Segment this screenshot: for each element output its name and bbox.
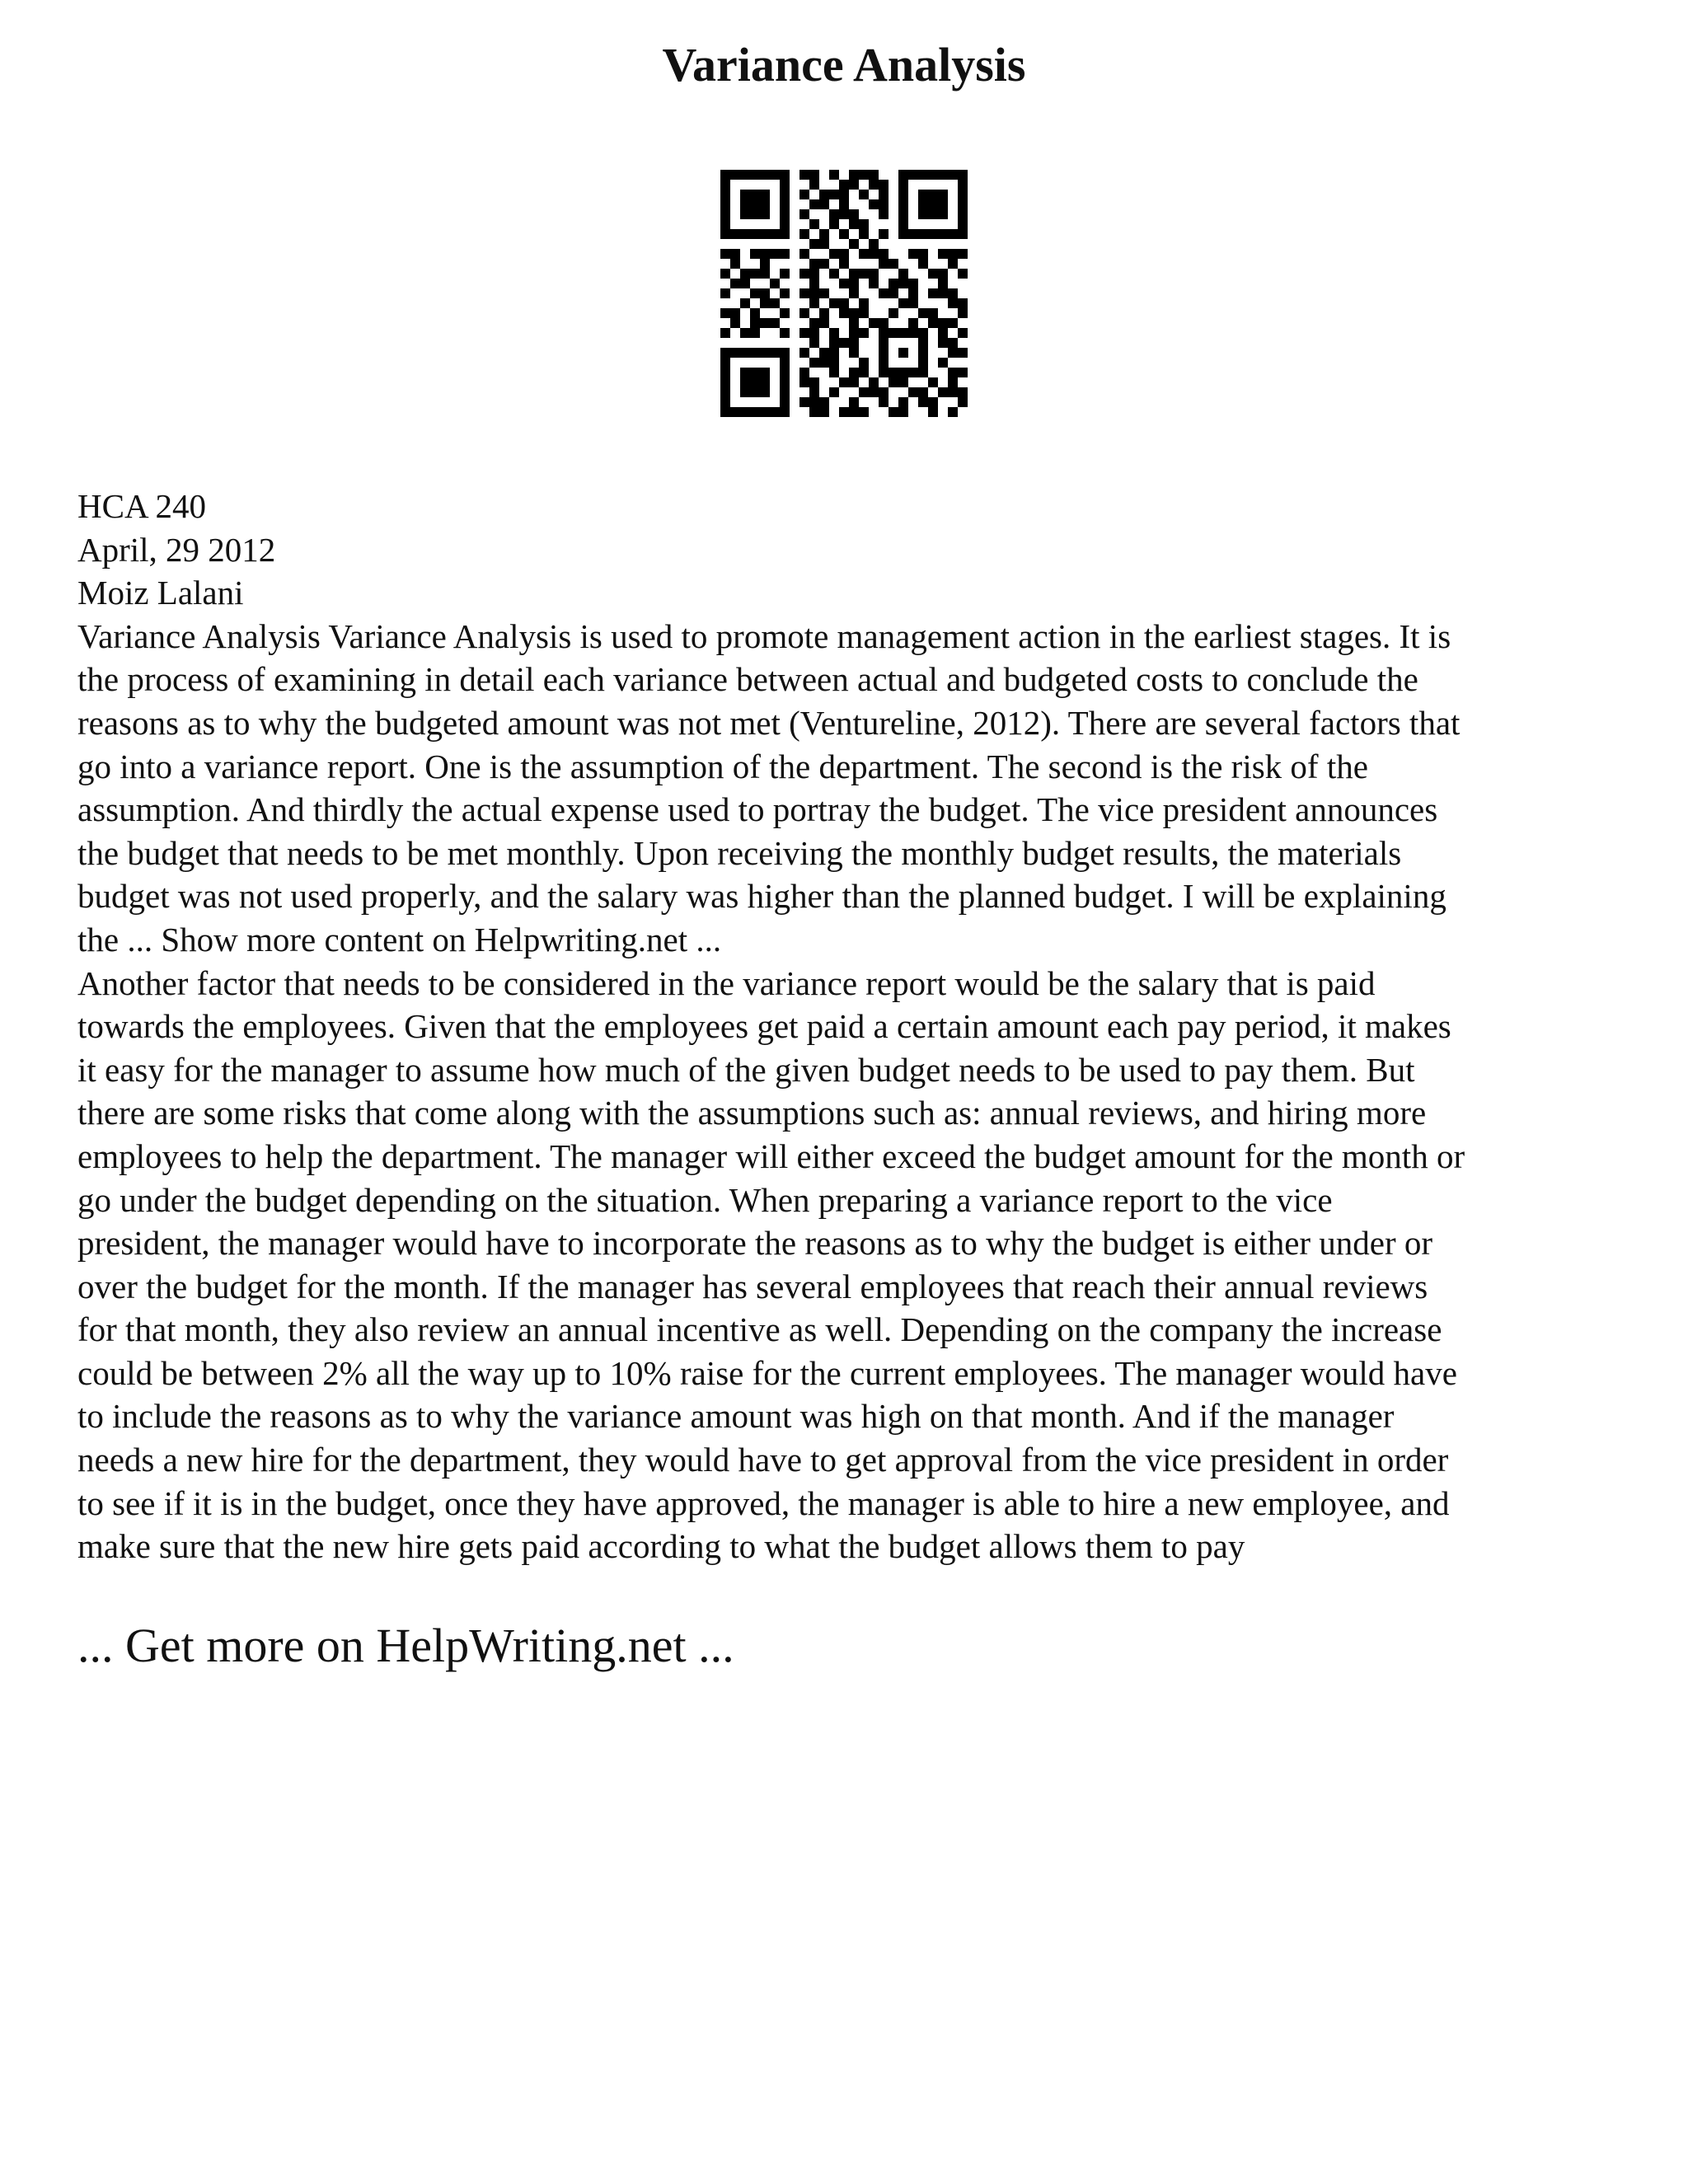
qr-code-icon[interactable] xyxy=(720,170,968,417)
paragraph-line: to see if it is in the budget, once they have approved, the manager is able to hire a new employee, and xyxy=(77,1483,1450,1522)
paragraph-line: the budget that needs to be met monthly. Upon receiving the monthly budget results, the materials xyxy=(77,833,1402,872)
get-more-link[interactable]: ... Get more on HelpWriting.net ... xyxy=(77,1619,734,1672)
document-header xyxy=(77,485,1627,615)
paragraph-line: Variance Analysis Variance Analysis is used to promote management action in the earliest stages. It is xyxy=(77,616,1451,655)
paragraph-line: assumption. And thirdly the actual expense used to portray the budget. The vice president announces xyxy=(77,790,1438,829)
paragraph-line: make sure that the new hire gets paid according to what the budget allows them to pay xyxy=(77,1527,1245,1566)
author-name: Moiz Lalani xyxy=(77,574,244,612)
document-date: April, 29 2012 xyxy=(77,530,276,569)
paragraph-line: reasons as to why the budgeted amount was not met (Ventureline, 2012). There are several factors that xyxy=(77,703,1461,742)
paragraph-line: go under the budget depending on the situation. When preparing a variance report to the vice xyxy=(77,1180,1333,1219)
paragraph-1 xyxy=(77,615,1627,962)
paragraph-line: there are some risks that come along with the assumptions such as: annual reviews, and hiring more xyxy=(77,1094,1427,1132)
paragraph-2 xyxy=(77,962,1627,1568)
paragraph-line: needs a new hire for the department, they would have to get approval from the vice president in order xyxy=(77,1441,1449,1479)
paragraph-line: president, the manager would have to incorporate the reasons as to why the budget is either under or xyxy=(77,1224,1433,1263)
paragraph-line: it easy for the manager to assume how much of the given budget needs to be used to pay them. But xyxy=(77,1050,1415,1089)
paragraph-line: over the budget for the month. If the manager has several employees that reach their annual reviews xyxy=(77,1267,1428,1305)
paragraph-line: go into a variance report. One is the assumption of the department. The second is the risk of the xyxy=(77,747,1368,785)
document-body xyxy=(77,485,1627,1568)
qr-code-graphic xyxy=(720,170,968,417)
paragraph-line: the process of examining in detail each variance between actual and budgeted costs to conclude the xyxy=(77,660,1418,699)
paragraph-line: for that month, they also review an annual incentive as well. Depending on the company the increase xyxy=(77,1310,1442,1349)
paragraph-line: budget was not used properly, and the salary was higher than the planned budget. I will be explaining xyxy=(77,877,1447,916)
paragraph-line: Another factor that needs to be considered in the variance report would be the salary that is paid xyxy=(77,963,1376,1002)
paragraph-line: towards the employees. Given that the employees get paid a certain amount each pay period, it makes xyxy=(77,1007,1451,1046)
paragraph-line: employees to help the department. The manager will either exceed the budget amount for the month or xyxy=(77,1137,1465,1175)
course-code: HCA 240 xyxy=(77,487,207,525)
document-title: Variance Analysis xyxy=(662,38,1026,91)
show-more-link[interactable]: the ... Show more content on Helpwriting.net ... xyxy=(77,920,722,958)
paragraph-line: could be between 2% all the way up to 10% raise for the current employees. The manager would have xyxy=(77,1353,1457,1392)
paragraph-line: to include the reasons as to why the variance amount was high on that month. And if the manager xyxy=(77,1397,1395,1436)
